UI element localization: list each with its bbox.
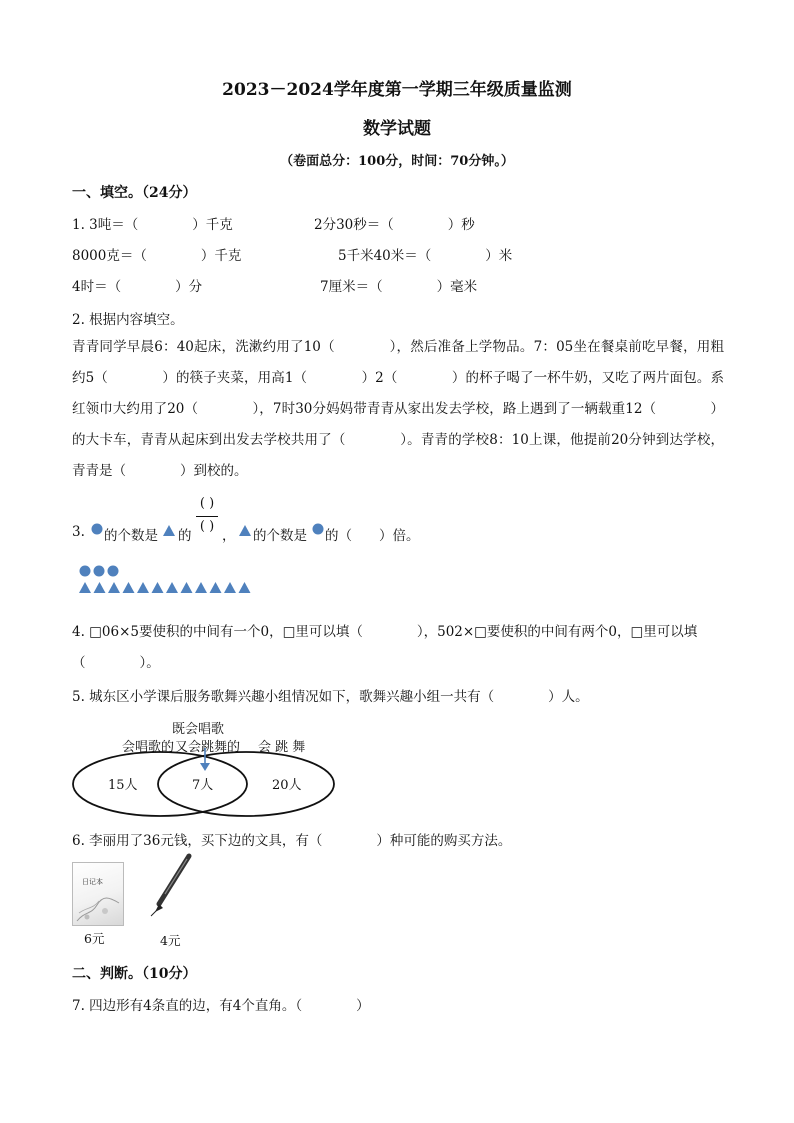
- q1-e: 4时＝（ ）分: [72, 279, 203, 295]
- fraction-numerator: ( ): [199, 496, 215, 511]
- exam-note: （卷面总分：100分，时间：70分钟。）: [280, 154, 514, 169]
- floral-pattern-icon: [75, 893, 121, 923]
- q4-line-1: 4. □06×5要使积的中间有一个0，□里可以填（ ），502×□要使积的中间有两个0，□里可以填: [72, 624, 698, 640]
- triangle-icon: [181, 582, 193, 593]
- circle-icon: [108, 566, 119, 577]
- venn-left-ellipse: [73, 752, 247, 816]
- venn-label-both-line1: 既会唱歌: [172, 722, 225, 737]
- exam-title: 2023－2024学年度第一学期三年级质量监测: [222, 80, 572, 100]
- q3-number: 3.: [72, 524, 85, 540]
- triangle-row: [78, 580, 258, 596]
- triangle-icon: [224, 582, 236, 593]
- q1-a: 1. 3吨＝（ ）千克: [72, 217, 233, 233]
- fraction-bar: [196, 516, 218, 517]
- q3-text-5: 的（ ）倍。: [325, 528, 420, 544]
- venn-label-dance: 会 跳 舞: [258, 740, 306, 755]
- triangle-icon: [108, 582, 120, 593]
- triangle-icon: [123, 582, 135, 593]
- q7-text: 7. 四边形有4条直的边，有4个直角。（ ）: [72, 998, 370, 1014]
- triangle-icon: [162, 524, 176, 538]
- venn-left-value: 15人: [108, 778, 138, 793]
- q3-text-1: 的个数是: [104, 528, 158, 544]
- q2-intro: 2. 根据内容填空。: [72, 312, 184, 328]
- venn-middle-value: 7人: [192, 778, 214, 793]
- triangle-icon: [137, 582, 149, 593]
- circle-icon: [90, 522, 104, 536]
- triangle-icon: [166, 582, 178, 593]
- arrow-down-icon: [200, 748, 210, 771]
- triangle-icon: [238, 524, 252, 538]
- venn-label-both-line2: 又会跳舞的: [175, 740, 241, 755]
- q1-d: 5千米40米＝（ ）米: [338, 248, 513, 264]
- q4-line-2: （ ）。: [72, 655, 160, 671]
- triangle-icon: [210, 582, 222, 593]
- q5-text: 5. 城东区小学课后服务歌舞兴趣小组情况如下，歌舞兴趣小组一共有（ ）人。: [72, 689, 589, 705]
- notebook-label: 日记本: [82, 878, 103, 886]
- venn-label-sing: 会唱歌的: [122, 740, 175, 755]
- section-1-heading: 一、填空。（24分）: [72, 185, 197, 201]
- circle-icon: [80, 566, 91, 577]
- venn-right-value: 20人: [272, 778, 302, 793]
- q1-c: 8000克＝（ ）千克: [72, 248, 242, 264]
- triangle-icon: [79, 582, 91, 593]
- venn-right-ellipse: [158, 752, 334, 816]
- circle-row: [78, 563, 138, 579]
- notebook-image: [72, 862, 124, 926]
- section-2-heading: 二、判断。（10分）: [72, 966, 197, 982]
- triangle-icon: [195, 582, 207, 593]
- q2-paragraph: 青青同学早晨6：40起床，洗漱约用了10（ ），然后准备上学物品。7：05坐在餐桌前吃早餐，用粗约5（ ）的筷子夹菜，用高1（ ）2（ ）的杯子喝了一杯牛奶，又吃了两片面包。系红领巾大约用了20（ ），7时30分妈妈带青青从家出发去学校，路上遇到了一辆载重12（ ）的大卡车，青青从起床到出发去学校共用了（ ）。青青的学校8：10上课，他提前20分钟到达学校，青青是（ ）到校的。: [72, 339, 724, 479]
- fraction-denominator: ( ): [199, 519, 215, 534]
- q6-text: 6. 李丽用了36元钱，买下边的文具，有（ ）种可能的购买方法。: [72, 833, 512, 849]
- triangle-icon: [152, 582, 164, 593]
- q1-b: 2分30秒＝（ ）秒: [314, 217, 475, 233]
- circle-icon: [94, 566, 105, 577]
- circle-icon: [311, 522, 325, 536]
- pen-icon: [145, 852, 195, 918]
- q1-f: 7厘米＝（ ）毫米: [320, 279, 478, 295]
- q3-text-3: ，: [222, 528, 236, 544]
- q3-text-2: 的: [178, 528, 192, 544]
- triangle-icon: [239, 582, 251, 593]
- pen-price: 4元: [160, 933, 181, 948]
- exam-subtitle: 数学试题: [363, 119, 431, 139]
- q3-text-4: 的个数是: [253, 528, 307, 544]
- notebook-price: 6元: [84, 931, 105, 946]
- triangle-icon: [94, 582, 106, 593]
